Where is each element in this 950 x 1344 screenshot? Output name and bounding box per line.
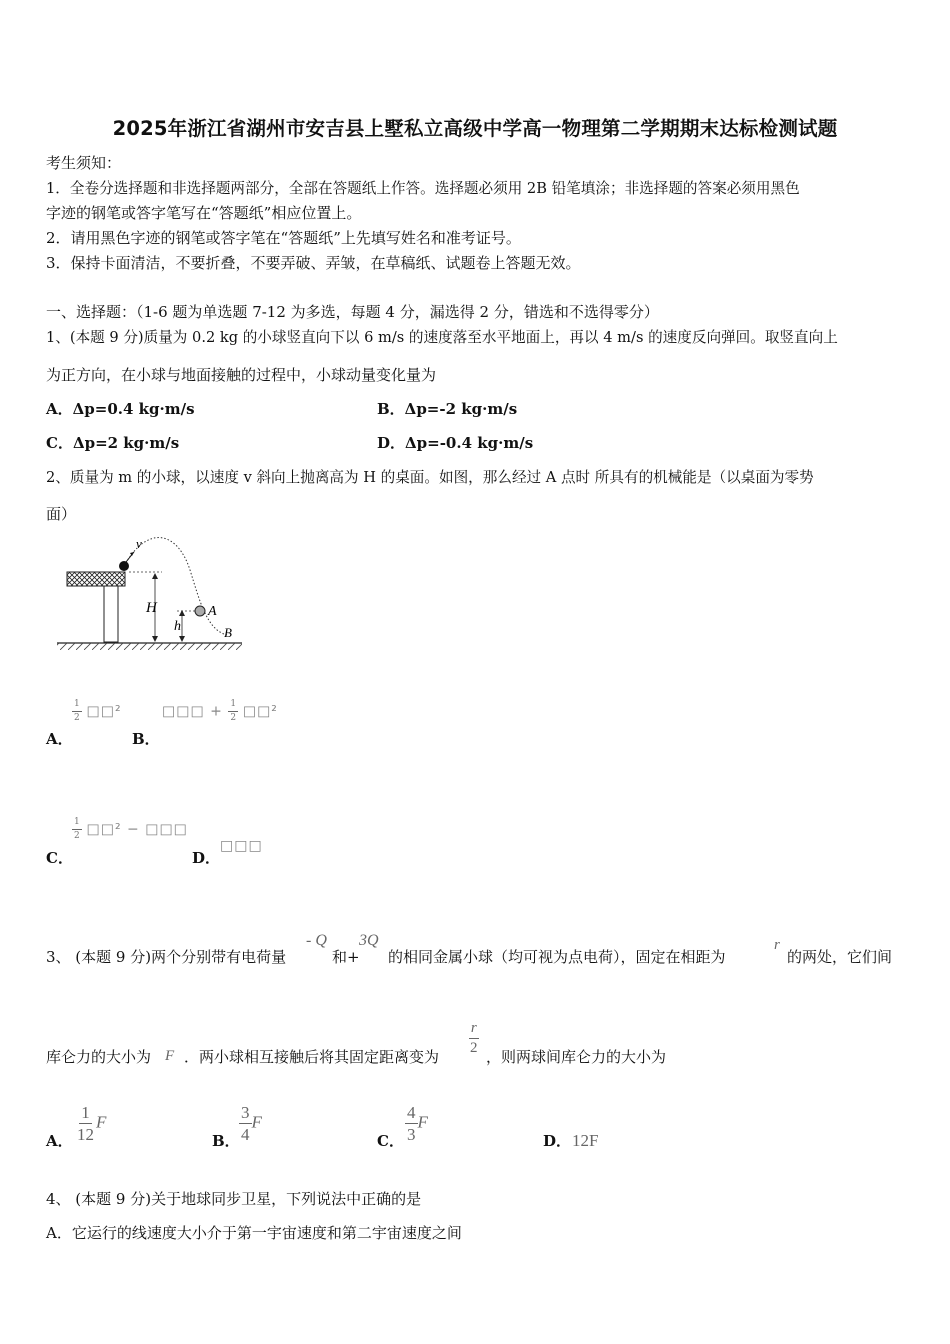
q3-option-d-expr: 12F	[572, 1131, 599, 1150]
q2-option-b-expr: □□□ + $\frac{1}{2}$ □□²	[162, 699, 278, 723]
notice-heading: 考生须知：	[46, 154, 122, 172]
q2-option-c-expr: $\frac{1}{2}$ □□² − □□□	[74, 817, 188, 841]
question-3-prefix: 3、 (本题 9 分)两个分别带有电荷量	[46, 948, 287, 966]
charge-negative-q: - Q	[306, 932, 327, 949]
q3-option-c-label: C．	[377, 1132, 404, 1150]
table-top	[67, 572, 125, 586]
q3-option-b-label: B．	[212, 1132, 240, 1150]
height-h-arrowhead-bottom	[179, 636, 185, 642]
label-h: h	[174, 619, 181, 634]
question-4-stem: 4、 (本题 9 分)关于地球同步卫星，下列说法中正确的是	[46, 1190, 422, 1208]
question-3-line-2-c: ，则两球间库仑力的大小为	[486, 1048, 667, 1066]
q4-option-a: A．它运行的线速度大小介于第一宇宙速度和第二宇宙速度之间	[46, 1224, 462, 1242]
question-3-line-2-a: 库仑力的大小为	[46, 1048, 152, 1066]
label-B: B	[224, 625, 232, 640]
question-3-line-2-b: ．两小球相互接触后将其固定距离变为	[184, 1048, 440, 1066]
question-3-and: 和+	[332, 948, 360, 966]
projectile-figure	[52, 530, 252, 655]
q1-option-d: D．Δp=-0.4 kg·m/s	[377, 434, 534, 452]
label-H: H	[146, 600, 157, 616]
distance-r: r	[774, 937, 780, 953]
section-heading: 一、选择题：（1-6 题为单选题 7-12 为多选，每题 4 分，漏选得 2 分，错选和不选得零分）	[46, 303, 659, 321]
ball-point-a	[195, 606, 205, 616]
ground-hatch	[57, 643, 242, 650]
q1-option-a: A．Δp=0.4 kg·m/s	[46, 400, 195, 418]
q3-option-b-expr: $\frac{3}{4}$ F	[241, 1103, 262, 1144]
notice-item-3: 3．保持卡面清洁，不要折叠，不要弄破、弄皱，在草稿纸、试题卷上答题无效。	[46, 254, 581, 272]
q2-option-a-expr: $\frac{1}{2}$ □□²	[74, 699, 122, 723]
ball-start	[119, 561, 129, 571]
notice-item-1-line-1: 1．全卷分选择题和非选择题两部分，全部在答题纸上作答。选择题必须用 2B 铅笔填涂；非选择题的答案必须用黑色	[46, 180, 800, 197]
question-3-mid: 的相同金属小球（均可视为点电荷），固定在相距为	[388, 948, 726, 966]
question-3-suffix: 的两处，它们间	[787, 948, 893, 966]
height-H-arrowhead-top	[152, 573, 158, 579]
label-A: A	[208, 604, 217, 619]
q1-option-c: C．Δp=2 kg·m/s	[46, 434, 180, 452]
question-2-line-1: 2、质量为 m 的小球，以速度 v 斜向上抛离高为 H 的桌面。如图，那么经过 A 点时 所具有的机械能是（以桌面为零势	[46, 469, 814, 486]
q2-option-d-label: D．	[192, 849, 221, 867]
question-1-line-2: 为正方向，在小球与地面接触的过程中，小球动量变化量为	[46, 366, 437, 384]
table-leg	[104, 586, 118, 642]
velocity-arrow-head	[130, 552, 134, 556]
q3-option-d-label: D．	[543, 1132, 572, 1150]
force-F: F	[165, 1048, 175, 1064]
height-H-arrowhead-bottom	[152, 636, 158, 642]
q2b-fraction: $\frac{1}{2}$	[230, 699, 237, 723]
q2c-fraction: $\frac{1}{2}$	[74, 817, 80, 841]
q1-option-b: B．Δp=-2 kg·m/s	[377, 400, 518, 418]
distance-half-r: $\frac{r}{2}$	[470, 1020, 478, 1056]
page-title: 2025年浙江省湖州市安吉县上墅私立高级中学高一物理第二学期期末达标检测试题	[112, 117, 838, 140]
q2a-fraction: $\frac{1}{2}$	[74, 699, 80, 723]
notice-item-1-line-2: 字迹的钢笔或答字笔写在“答题纸”相应位置上。	[46, 204, 362, 222]
label-v: v	[136, 536, 142, 551]
question-1-line-1: 1、(本题 9 分)质量为 0.2 kg 的小球竖直向下以 6 m/s 的速度落至水平地面上，再以 4 m/s 的速度反向弹回。取竖直向上	[46, 329, 838, 346]
charge-positive-3q: 3Q	[359, 932, 379, 949]
q3-option-a-expr: $\frac{1}{12}$ F	[77, 1103, 107, 1144]
q2-option-c-label: C．	[46, 849, 73, 867]
q2-option-d-expr: □□□	[220, 838, 263, 854]
q3-option-a-label: A．	[46, 1132, 73, 1150]
question-2-line-2: 面）	[46, 505, 77, 523]
notice-item-2: 2．请用黑色字迹的钢笔或答字笔在“答题纸”上先填写姓名和准考证号。	[46, 229, 521, 247]
q2-option-a-label: A．	[46, 730, 73, 748]
q2-option-b-label: B．	[132, 730, 160, 748]
q3-option-c-expr: $\frac{4}{3}$ F	[407, 1103, 428, 1144]
